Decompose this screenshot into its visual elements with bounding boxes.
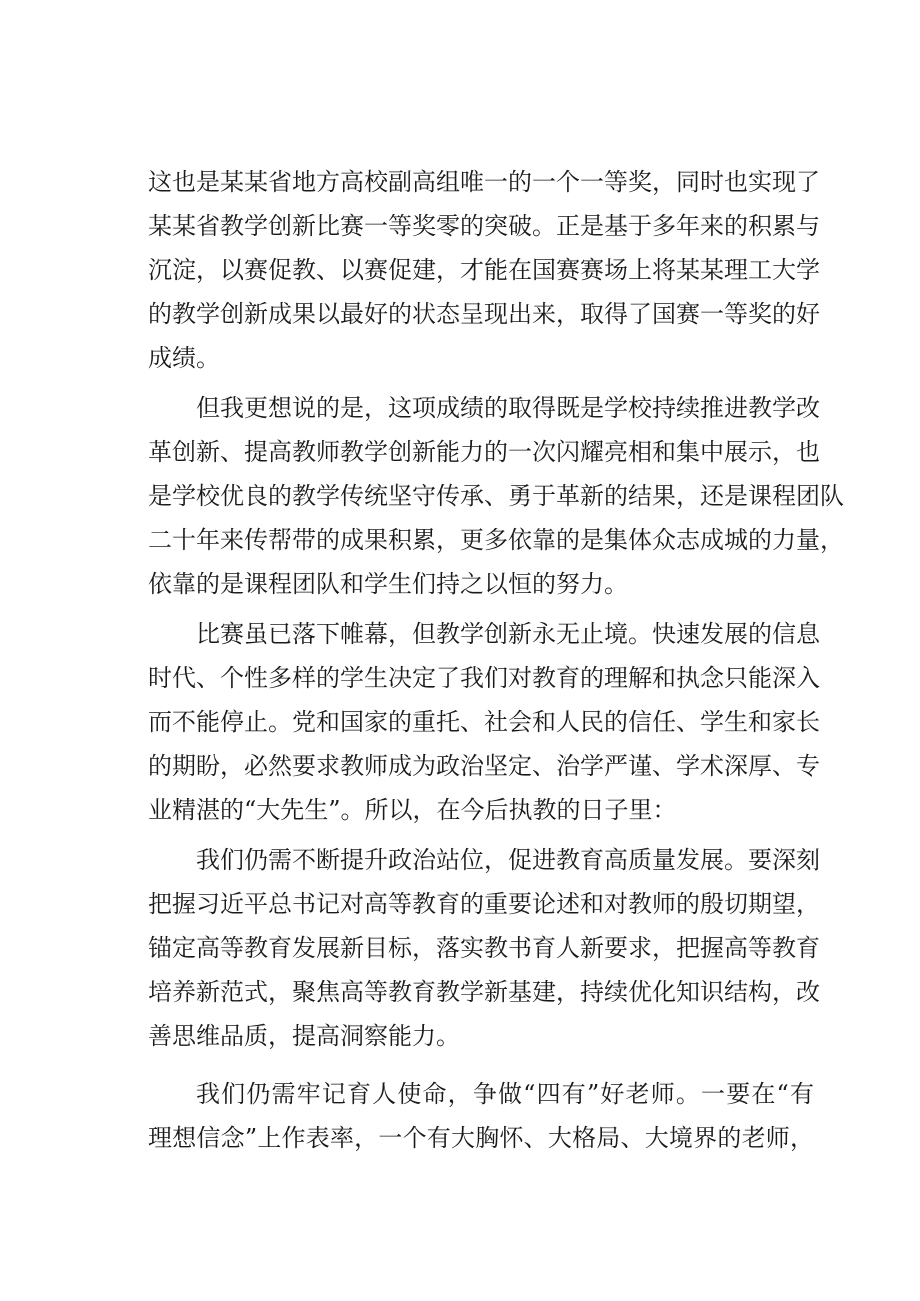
text-line: 我们仍需牢记育人使命，争做“四有”好老师。一要在“有	[196, 1080, 814, 1108]
text-line: 的期盼，必然要求教师成为政治坚定、治学严谨、学术深厚、专	[148, 752, 820, 780]
paragraph-5	[148, 1072, 814, 1160]
text-line: 依靠的是课程团队和学生们持之以恒的努力。	[148, 570, 628, 598]
text-line: 但我更想说的是，这项成绩的取得既是学校持续推进教学改	[196, 394, 820, 422]
text-line: 善思维品质，提高洞察能力。	[148, 1022, 460, 1050]
text-line: 业精湛的“大先生”。所以，在今后执教的日子里：	[148, 796, 677, 824]
paragraph-2	[148, 386, 844, 606]
text-line: 是学校优良的教学传统坚守传承、勇于革新的结果，还是课程团队	[148, 482, 844, 510]
text-line: 成绩。	[148, 344, 220, 372]
text-line: 培养新范式，聚焦高等教育教学新基建，持续优化知识结构，改	[148, 978, 820, 1006]
document-body	[148, 160, 844, 1160]
text-line: 某某省教学创新比赛一等奖零的突破。正是基于多年来的积累与	[148, 212, 820, 240]
text-line: 时代、个性多样的学生决定了我们对教育的理解和执念只能深入	[148, 664, 820, 692]
text-line: 比赛虽已落下帷幕，但教学创新永无止境。快速发展的信息	[196, 620, 820, 648]
text-line: 革创新、提高教师教学创新能力的一次闪耀亮相和集中展示，也	[148, 438, 820, 466]
text-line: 理想信念”上作表率，一个有大胸怀、大格局、大境界的老师，	[148, 1124, 814, 1152]
paragraph-1	[148, 160, 820, 380]
text-line: 的教学创新成果以最好的状态呈现出来，取得了国赛一等奖的好	[148, 300, 820, 328]
text-line: 这也是某某省地方高校副高组唯一的一个一等奖，同时也实现了	[148, 168, 820, 196]
text-line: 我们仍需不断提升政治站位，促进教育高质量发展。要深刻	[196, 846, 820, 874]
paragraph-3	[148, 612, 820, 832]
text-line: 二十年来传帮带的成果积累，更多依靠的是集体众志成城的力量，	[148, 526, 844, 554]
text-line: 而不能停止。党和国家的重托、社会和人民的信任、学生和家长	[148, 708, 820, 736]
text-line: 把握习近平总书记对高等教育的重要论述和对教师的殷切期望，	[148, 890, 820, 918]
text-line: 锚定高等教育发展新目标，落实教书育人新要求，把握高等教育	[148, 934, 820, 962]
text-line: 沉淀，以赛促教、以赛促建，才能在国赛赛场上将某某理工大学	[148, 256, 820, 284]
paragraph-4	[148, 838, 820, 1058]
